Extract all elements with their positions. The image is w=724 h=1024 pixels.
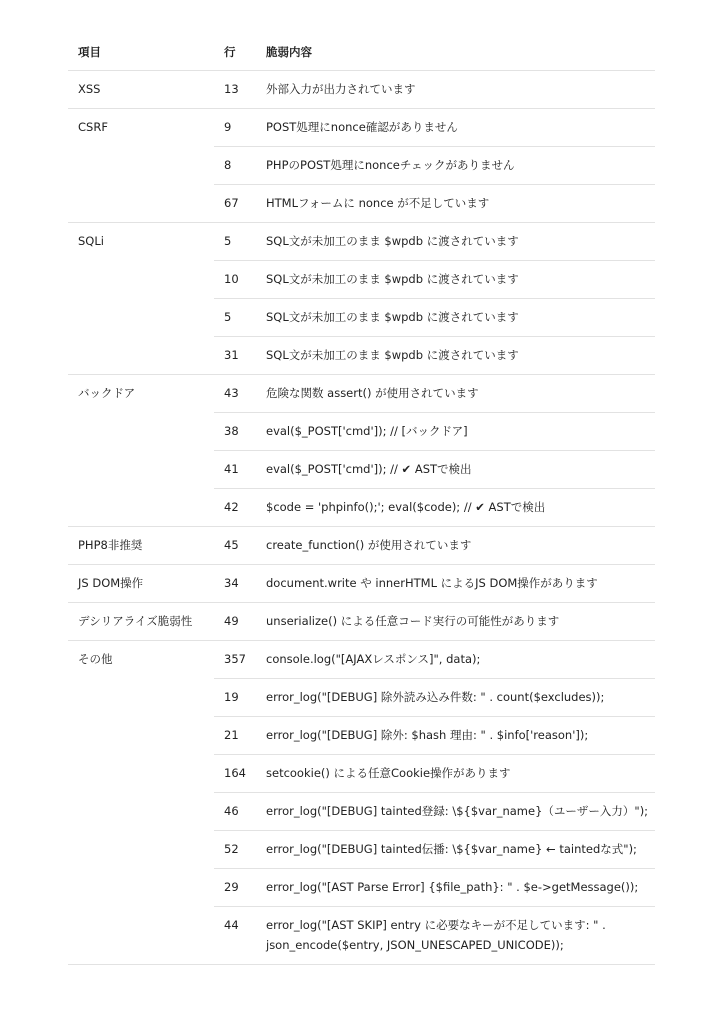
category-cell-empty <box>68 261 214 299</box>
description-cell: error_log("[DEBUG] 除外: $hash 理由: " . $info['reason']); <box>256 717 655 755</box>
table-row <box>68 869 655 907</box>
category-cell-empty <box>68 451 214 489</box>
table-row <box>68 147 655 185</box>
table-row <box>68 375 655 413</box>
description-cell: error_log("[AST Parse Error] {$file_path}: " . $e->getMessage()); <box>256 869 655 907</box>
description-cell: SQL文が未加工のまま $wpdb に渡されています <box>256 337 655 375</box>
category-cell-empty <box>68 337 214 375</box>
description-cell: SQL文が未加工のまま $wpdb に渡されています <box>256 299 655 337</box>
table-row <box>68 641 655 679</box>
description-cell: 危険な関数 assert() が使用されています <box>256 375 655 413</box>
category-cell: デシリアライズ脆弱性 <box>68 603 214 641</box>
description-cell: SQL文が未加工のまま $wpdb に渡されています <box>256 223 655 261</box>
header-category: 項目 <box>68 34 214 71</box>
line-number-cell: 38 <box>214 413 256 451</box>
category-cell-empty <box>68 185 214 223</box>
description-cell: console.log("[AJAXレスポンス]", data); <box>256 641 655 679</box>
table-row <box>68 185 655 223</box>
line-number-cell: 357 <box>214 641 256 679</box>
line-number-cell: 8 <box>214 147 256 185</box>
table-row <box>68 261 655 299</box>
category-cell-empty <box>68 755 214 793</box>
table-header <box>68 34 655 71</box>
table-row <box>68 299 655 337</box>
description-cell: error_log("[DEBUG] tainted伝播: \${$var_name} ← taintedな式"); <box>256 831 655 869</box>
header-description: 脆弱内容 <box>256 34 655 71</box>
table-row <box>68 793 655 831</box>
line-number-cell: 9 <box>214 109 256 147</box>
category-cell: XSS <box>68 71 214 109</box>
table-row <box>68 831 655 869</box>
line-number-cell: 164 <box>214 755 256 793</box>
line-number-cell: 67 <box>214 185 256 223</box>
line-number-cell: 10 <box>214 261 256 299</box>
line-number-cell: 49 <box>214 603 256 641</box>
category-cell: CSRF <box>78 120 108 134</box>
line-number-cell: 13 <box>214 71 256 109</box>
description-cell: error_log("[AST SKIP] entry に必要なキーが不足しています: " . json_encode($entry, JSON_UNESCAPED_UNICODE)); <box>256 907 655 965</box>
category-cell-empty <box>68 413 214 451</box>
table-row <box>68 717 655 755</box>
line-number-cell: 45 <box>214 527 256 565</box>
description-cell: PHPのPOST処理にnonceチェックがありません <box>256 147 655 185</box>
description-cell: 外部入力が出力されています <box>256 71 655 109</box>
category-cell-empty <box>68 147 214 185</box>
category-cell-empty <box>68 489 214 527</box>
table-row <box>68 907 655 965</box>
vulnerability-table <box>68 34 655 965</box>
description-cell: document.write や innerHTML によるJS DOM操作があります <box>256 565 655 603</box>
table-row <box>68 337 655 375</box>
description-cell: error_log("[DEBUG] 除外読み込み件数: " . count($excludes)); <box>256 679 655 717</box>
line-number-cell: 34 <box>214 565 256 603</box>
line-number-cell: 29 <box>214 869 256 907</box>
header-row <box>68 34 655 71</box>
table-row <box>68 413 655 451</box>
category-cell-empty <box>68 869 214 907</box>
description-cell: setcookie() による任意Cookie操作があります <box>256 755 655 793</box>
line-number-cell: 5 <box>214 299 256 337</box>
category-cell-empty <box>68 793 214 831</box>
table-row <box>68 489 655 527</box>
category-cell-empty <box>68 831 214 869</box>
category-cell: バックドア <box>78 386 136 400</box>
line-number-cell: 42 <box>214 489 256 527</box>
table-row <box>68 755 655 793</box>
table-row <box>68 565 655 603</box>
description-cell: unserialize() による任意コード実行の可能性があります <box>256 603 655 641</box>
category-cell-empty <box>68 679 214 717</box>
table-row <box>68 109 655 147</box>
description-cell: $code = 'phpinfo();'; eval($code); // ✔ ASTで検出 <box>256 489 655 527</box>
line-number-cell: 46 <box>214 793 256 831</box>
line-number-cell: 41 <box>214 451 256 489</box>
table-row <box>68 451 655 489</box>
header-line: 行 <box>214 34 256 71</box>
line-number-cell: 19 <box>214 679 256 717</box>
category-cell: PHP8非推奨 <box>68 527 214 565</box>
description-cell: eval($_POST['cmd']); // [バックドア] <box>256 413 655 451</box>
table-row <box>68 223 655 261</box>
category-cell: SQLi <box>78 234 104 248</box>
description-cell: POST処理にnonce確認がありません <box>256 109 655 147</box>
category-cell: その他 <box>78 652 113 666</box>
table-body <box>68 71 655 965</box>
category-cell-empty <box>68 717 214 755</box>
category-cell: JS DOM操作 <box>68 565 214 603</box>
line-number-cell: 44 <box>214 907 256 965</box>
category-cell-empty <box>68 907 214 965</box>
line-number-cell: 21 <box>214 717 256 755</box>
description-cell: error_log("[DEBUG] tainted登録: \${$var_name}（ユーザー入力）"); <box>256 793 655 831</box>
table-row <box>68 679 655 717</box>
line-number-cell: 43 <box>214 375 256 413</box>
table-row <box>68 603 655 641</box>
line-number-cell: 52 <box>214 831 256 869</box>
table-row <box>68 527 655 565</box>
table-row <box>68 71 655 109</box>
line-number-cell: 5 <box>214 223 256 261</box>
category-cell-empty <box>68 299 214 337</box>
description-cell: create_function() が使用されています <box>256 527 655 565</box>
description-cell: SQL文が未加工のまま $wpdb に渡されています <box>256 261 655 299</box>
description-cell: eval($_POST['cmd']); // ✔ ASTで検出 <box>256 451 655 489</box>
line-number-cell: 31 <box>214 337 256 375</box>
description-cell: HTMLフォームに nonce が不足しています <box>256 185 655 223</box>
